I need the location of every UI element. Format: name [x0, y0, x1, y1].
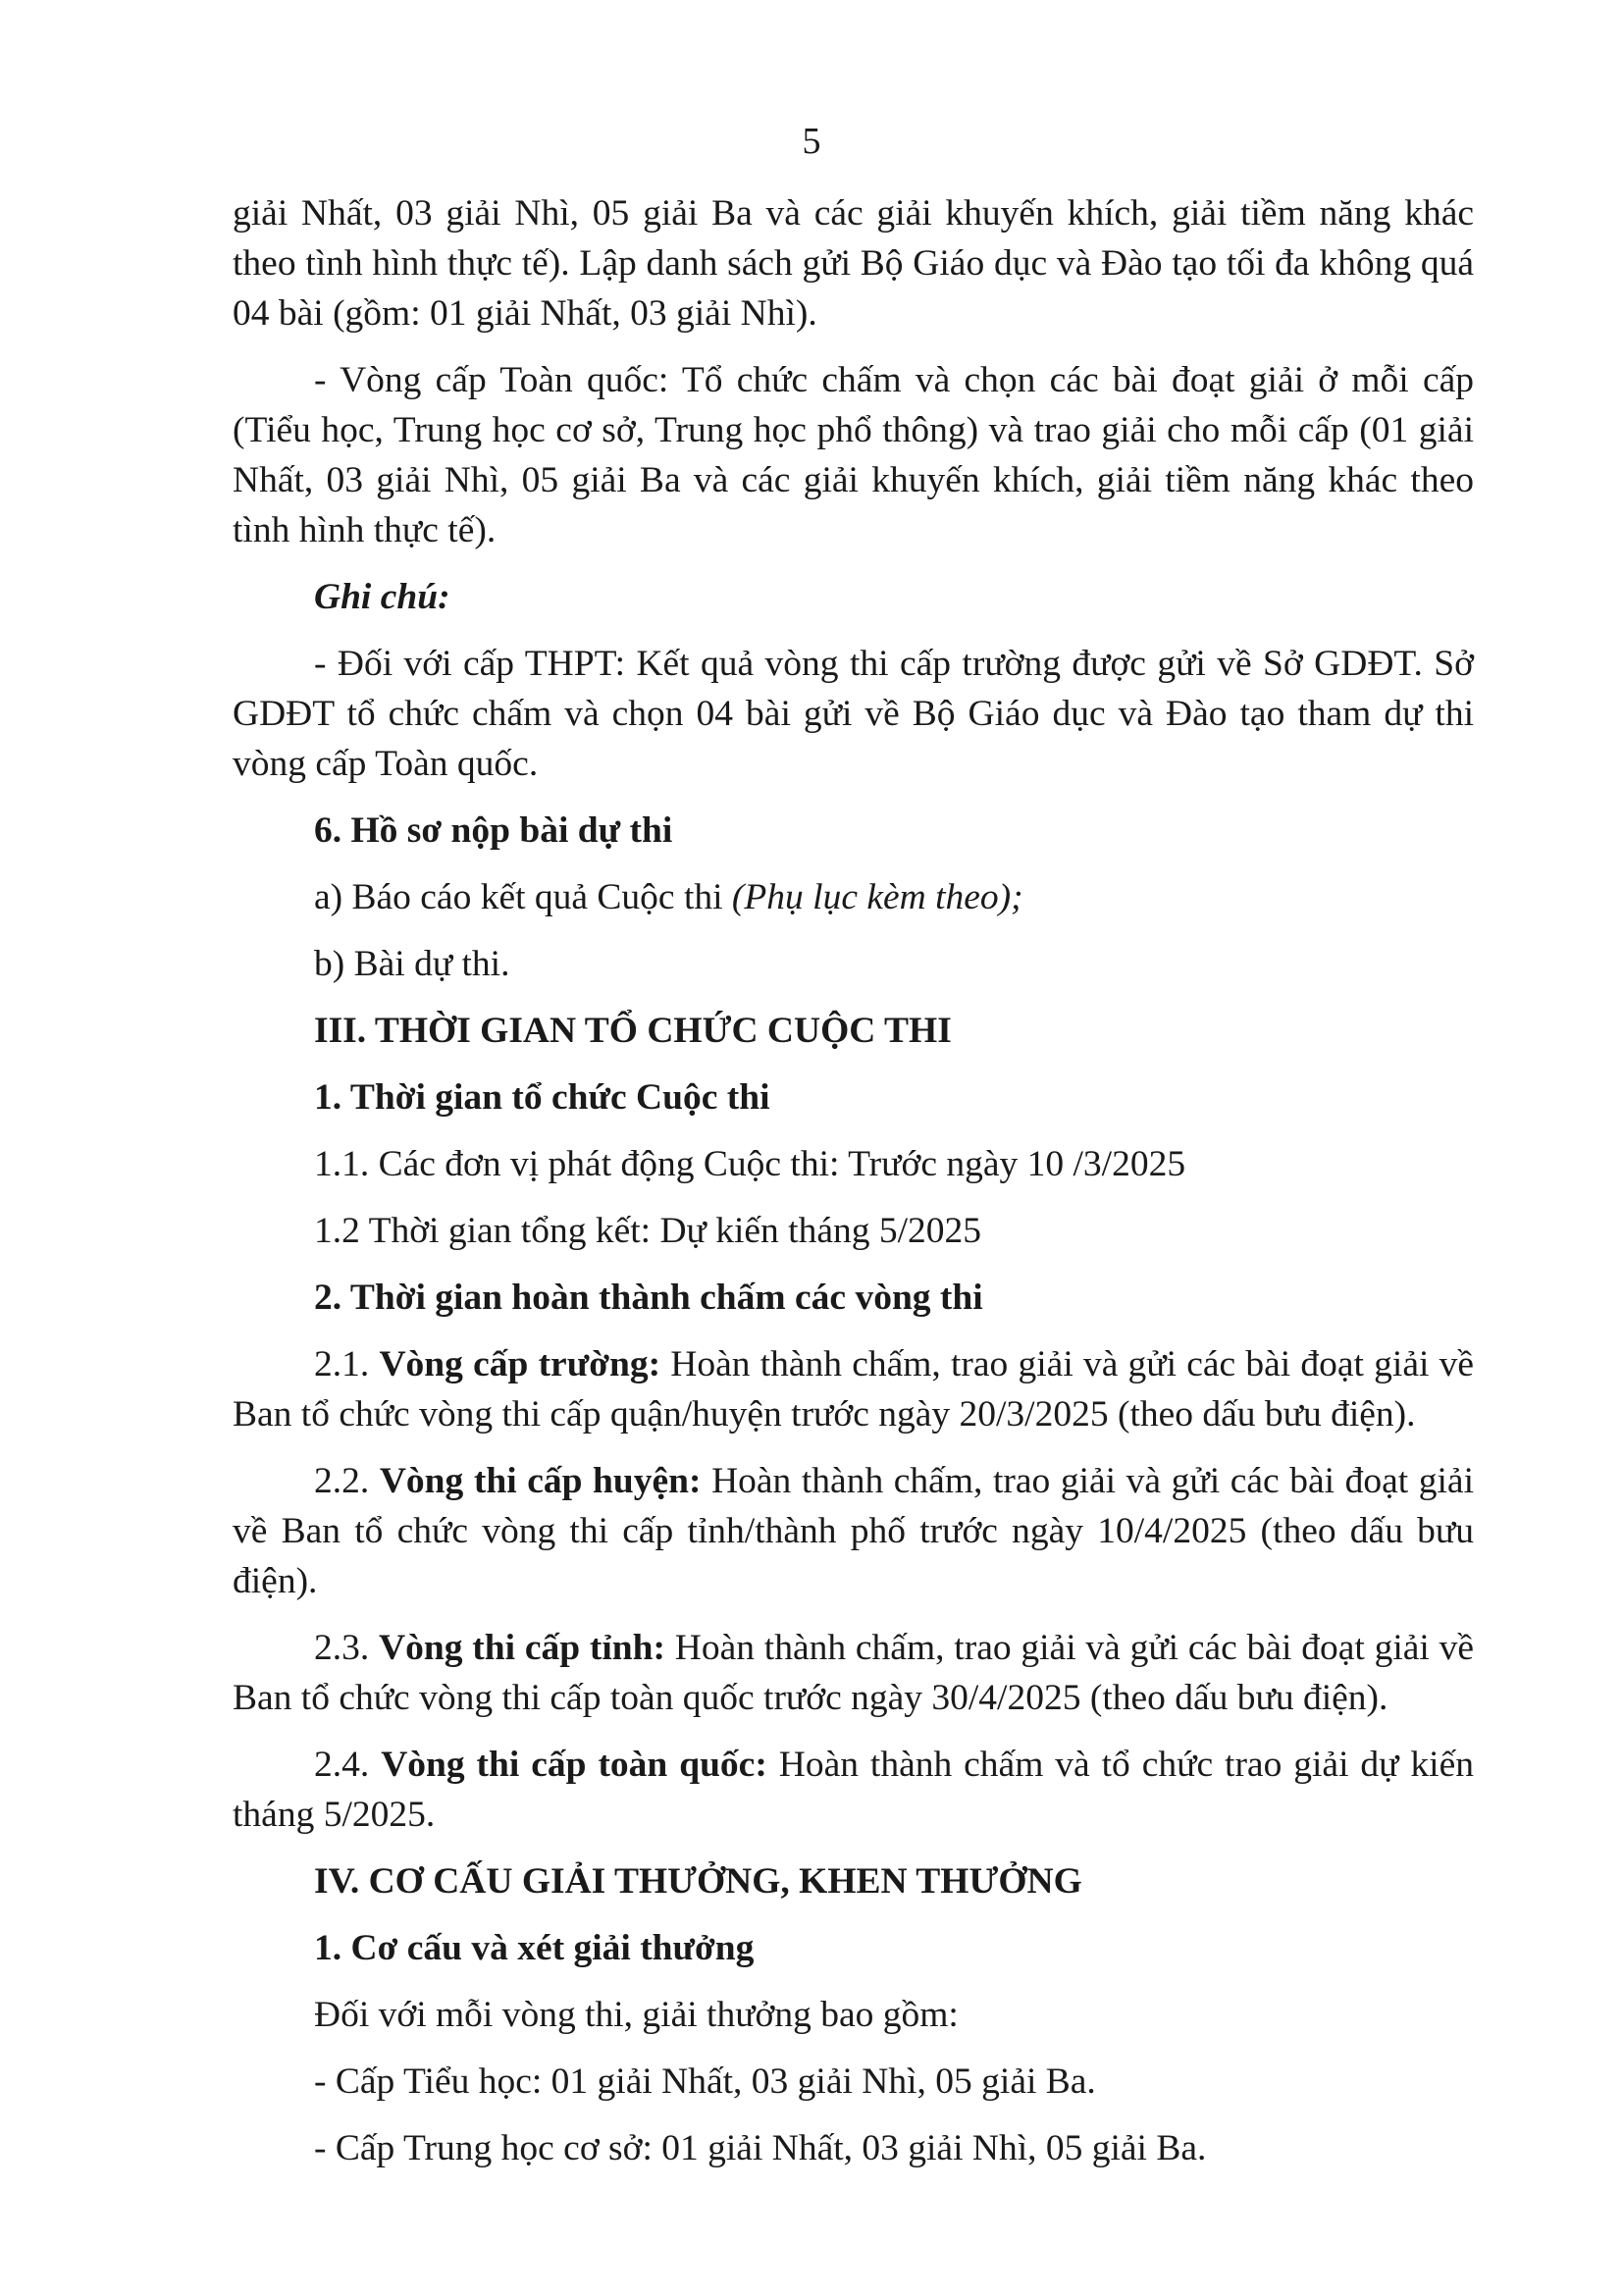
paragraph-continuation: giải Nhất, 03 giải Nhì, 05 giải Ba và các giải khuyến khích, giải tiềm năng khác theo tình hình thực tế). Lập danh sách gửi Bộ Giáo dục và Đào tạo tối đa không quá 04 bài (gồm: 01 giải Nhất, 03 giải Nhì).: [233, 193, 1474, 334]
list-item-1-2: 1.2 Thời gian tổng kết: Dự kiến tháng 5/2025: [314, 1211, 982, 1251]
round-2-4-number: 2.4.: [314, 1745, 382, 1785]
list-item-a-italic: (Phụ lục kèm theo);: [731, 877, 1023, 917]
paragraph-national-round: - Vòng cấp Toàn quốc: Tổ chức chấm và chọn các bài đoạt giải ở mỗi cấp (Tiểu học, Trung học cơ sở, Trung học phổ thông) và trao giải cho mỗi cấp (01 giải Nhất, 03 giải Nhì, 05 giải Ba và các giải khuyến khích, giải tiềm năng khác theo tình hình thực tế).: [233, 360, 1474, 550]
round-2-1-title: Vòng cấp trường:: [379, 1344, 661, 1384]
round-2-2-title: Vòng thi cấp huyện:: [379, 1461, 702, 1501]
paragraph-round-2-3: [233, 1623, 1474, 1723]
page-number: 5: [802, 121, 821, 162]
heading-prize-structure: 1. Cơ cấu và xét giải thưởng: [314, 1928, 755, 1968]
round-2-4-title: Vòng thi cấp toàn quốc:: [381, 1745, 767, 1785]
note-label: Ghi chú:: [314, 577, 450, 617]
round-2-2-text: Hoàn thành chấm, trao giải và gửi các bài đoạt giải về Ban tổ chức vòng thi cấp tỉnh/thành phố trước ngày 10/4/2025 (theo dấu bưu điện).: [233, 1461, 1474, 1601]
paragraph-prizes-intro: Đối với mỗi vòng thi, giải thưởng bao gồm:: [314, 1995, 959, 2035]
heading-organization-time: 1. Thời gian tổ chức Cuộc thi: [314, 1077, 770, 1118]
list-item-primary-prizes: - Cấp Tiểu học: 01 giải Nhất, 03 giải Nhì, 05 giải Ba.: [314, 2061, 1096, 2102]
list-item-secondary-prizes: - Cấp Trung học cơ sở: 01 giải Nhất, 03 giải Nhì, 05 giải Ba.: [314, 2128, 1207, 2168]
round-2-1-number: 2.1.: [314, 1344, 380, 1384]
document-body: [233, 188, 1474, 2190]
list-item-b: b) Bài dự thi.: [314, 944, 510, 984]
round-2-1-text: Hoàn thành chấm, trao giải và gửi các bài đoạt giải về Ban tổ chức vòng thi cấp quận/huyện trước ngày 20/3/2025 (theo dấu bưu điện).: [233, 1344, 1475, 1435]
round-2-4-text: Hoàn thành chấm và tổ chức trao giải dự kiến tháng 5/2025.: [233, 1745, 1474, 1835]
list-item-1-1: 1.1. Các đơn vị phát động Cuộc thi: Trước ngày 10 /3/2025: [314, 1144, 1186, 1184]
section-heading-iv: IV. CƠ CẤU GIẢI THƯỞNG, KHEN THƯỞNG: [314, 1861, 1082, 1902]
heading-submission-dossier: 6. Hồ sơ nộp bài dự thi: [314, 810, 673, 851]
list-item-a-text: a) Báo cáo kết quả Cuộc thi: [314, 877, 732, 917]
paragraph-round-2-2: [233, 1456, 1474, 1606]
list-item-a: [233, 872, 1474, 922]
round-2-3-text: Hoàn thành chấm, trao giải và gửi các bài đoạt giải về Ban tổ chức vòng thi cấp toàn quốc trước ngày 30/4/2025 (theo dấu bưu điện).: [233, 1628, 1474, 1718]
round-2-3-number: 2.3.: [314, 1628, 380, 1668]
round-2-3-title: Vòng thi cấp tỉnh:: [379, 1628, 665, 1668]
paragraph-note-thpt: - Đối với cấp THPT: Kết quả vòng thi cấp trường được gửi về Sở GDĐT. Sở GDĐT tổ chức chấm và chọn 04 bài gửi về Bộ Giáo dục và Đào tạo tham dự thi vòng cấp Toàn quốc.: [233, 644, 1474, 784]
paragraph-round-2-4: [233, 1740, 1474, 1840]
paragraph-round-2-1: [233, 1339, 1474, 1439]
heading-grading-completion: 2. Thời gian hoàn thành chấm các vòng thi: [314, 1278, 983, 1318]
round-2-2-number: 2.2.: [314, 1461, 380, 1501]
section-heading-iii: III. THỜI GIAN TỔ CHỨC CUỘC THI: [314, 1011, 952, 1051]
